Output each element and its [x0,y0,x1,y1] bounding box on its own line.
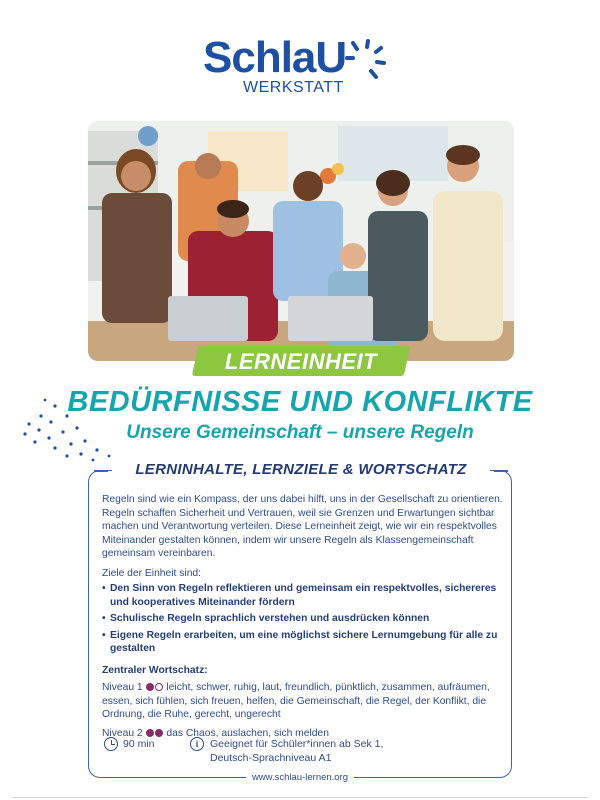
footer-divider [12,797,588,798]
schlau-werkstatt-logo [203,34,403,98]
vocabulary-level-1 [102,681,504,722]
content-box-heading: LERNINHALTE, LERNZIELE & WORTSCHATZ [112,458,490,482]
level-dot-empty-icon [155,683,163,691]
duration-text: 90 min [123,738,155,750]
vocabulary-heading: Zentraler Wortschatz: [102,664,208,676]
suitability-text [210,738,410,765]
logo-wordmark: SchlaU [203,33,347,82]
lerneinheit-banner [195,346,407,376]
goal-item: • Schulische Regeln sprachlich verstehen und ausdrücken können [102,612,504,626]
goal-item: • Eigene Regeln erarbeiten, um eine möglichst sichere Lernumgebung für alle zu gestalten [102,629,504,656]
level-2-words: das Chaos, auslachen, sich melden [166,727,329,739]
level-1-label: Niveau 1 [102,682,143,693]
classroom-photo-illustration [88,121,514,361]
banner-label: LERNEINHEIT [224,349,378,374]
goal-item: • Den Sinn von Regeln reflektieren und gemeinsam ein respektvolles, sichereres und kooperatives Miteinander fördern [102,582,504,609]
goals-list [102,582,504,656]
clock-icon [104,737,118,751]
hero-photo [88,121,514,361]
logo-subtext: WERKSTATT [243,79,344,96]
unit-title: BEDÜRFNISSE UND KONFLIKTE [67,386,533,418]
info-icon: i [190,737,204,751]
website-link[interactable]: www.schlau-lernen.org [246,772,354,783]
suitability-line-2: Deutsch-Sprachniveau A1 [210,751,332,764]
intro-text: Regeln sind wie ein Kompass, der uns dabei hilft, uns in der Gesellschaft zu orientieren. Regeln schaffen Sicherheit und Vertrauen, weil sie Grenzen und Erwartungen sichtbar machen und Verantwortung verteilen. Diese Lerneinheit zeigt, wie wir ein respektvolles Miteinander gestalten können, indem wir unsere Regeln als Klassengemeinschaft gemeinsam vereinbaren. [102,494,503,559]
suitability-line-1: Geeignet für Schüler*innen ab Sek 1, [210,738,384,750]
logo-rays-icon [343,38,387,82]
footer-website[interactable] [0,772,600,783]
level-dot-filled-icon [155,729,163,737]
content-body [102,493,504,745]
level-1-words: leicht, schwer, ruhig, laut, freundlich, pünktlich, zusammen, aufräumen, essen, sich fühlen, sich freuen, helfen, die Gemeinschaft, die Regel, der Konflikt, die Ordnung, die Ruhe, gerecht, ungerecht [102,682,490,720]
level-dot-filled-icon [146,683,154,691]
unit-subtitle: Unsere Gemeinschaft – unsere Regeln [126,422,474,443]
level-dot-filled-icon [146,729,154,737]
goals-label: Ziele der Einheit sind: [102,567,202,579]
level-2-label: Niveau 2 [102,727,143,739]
